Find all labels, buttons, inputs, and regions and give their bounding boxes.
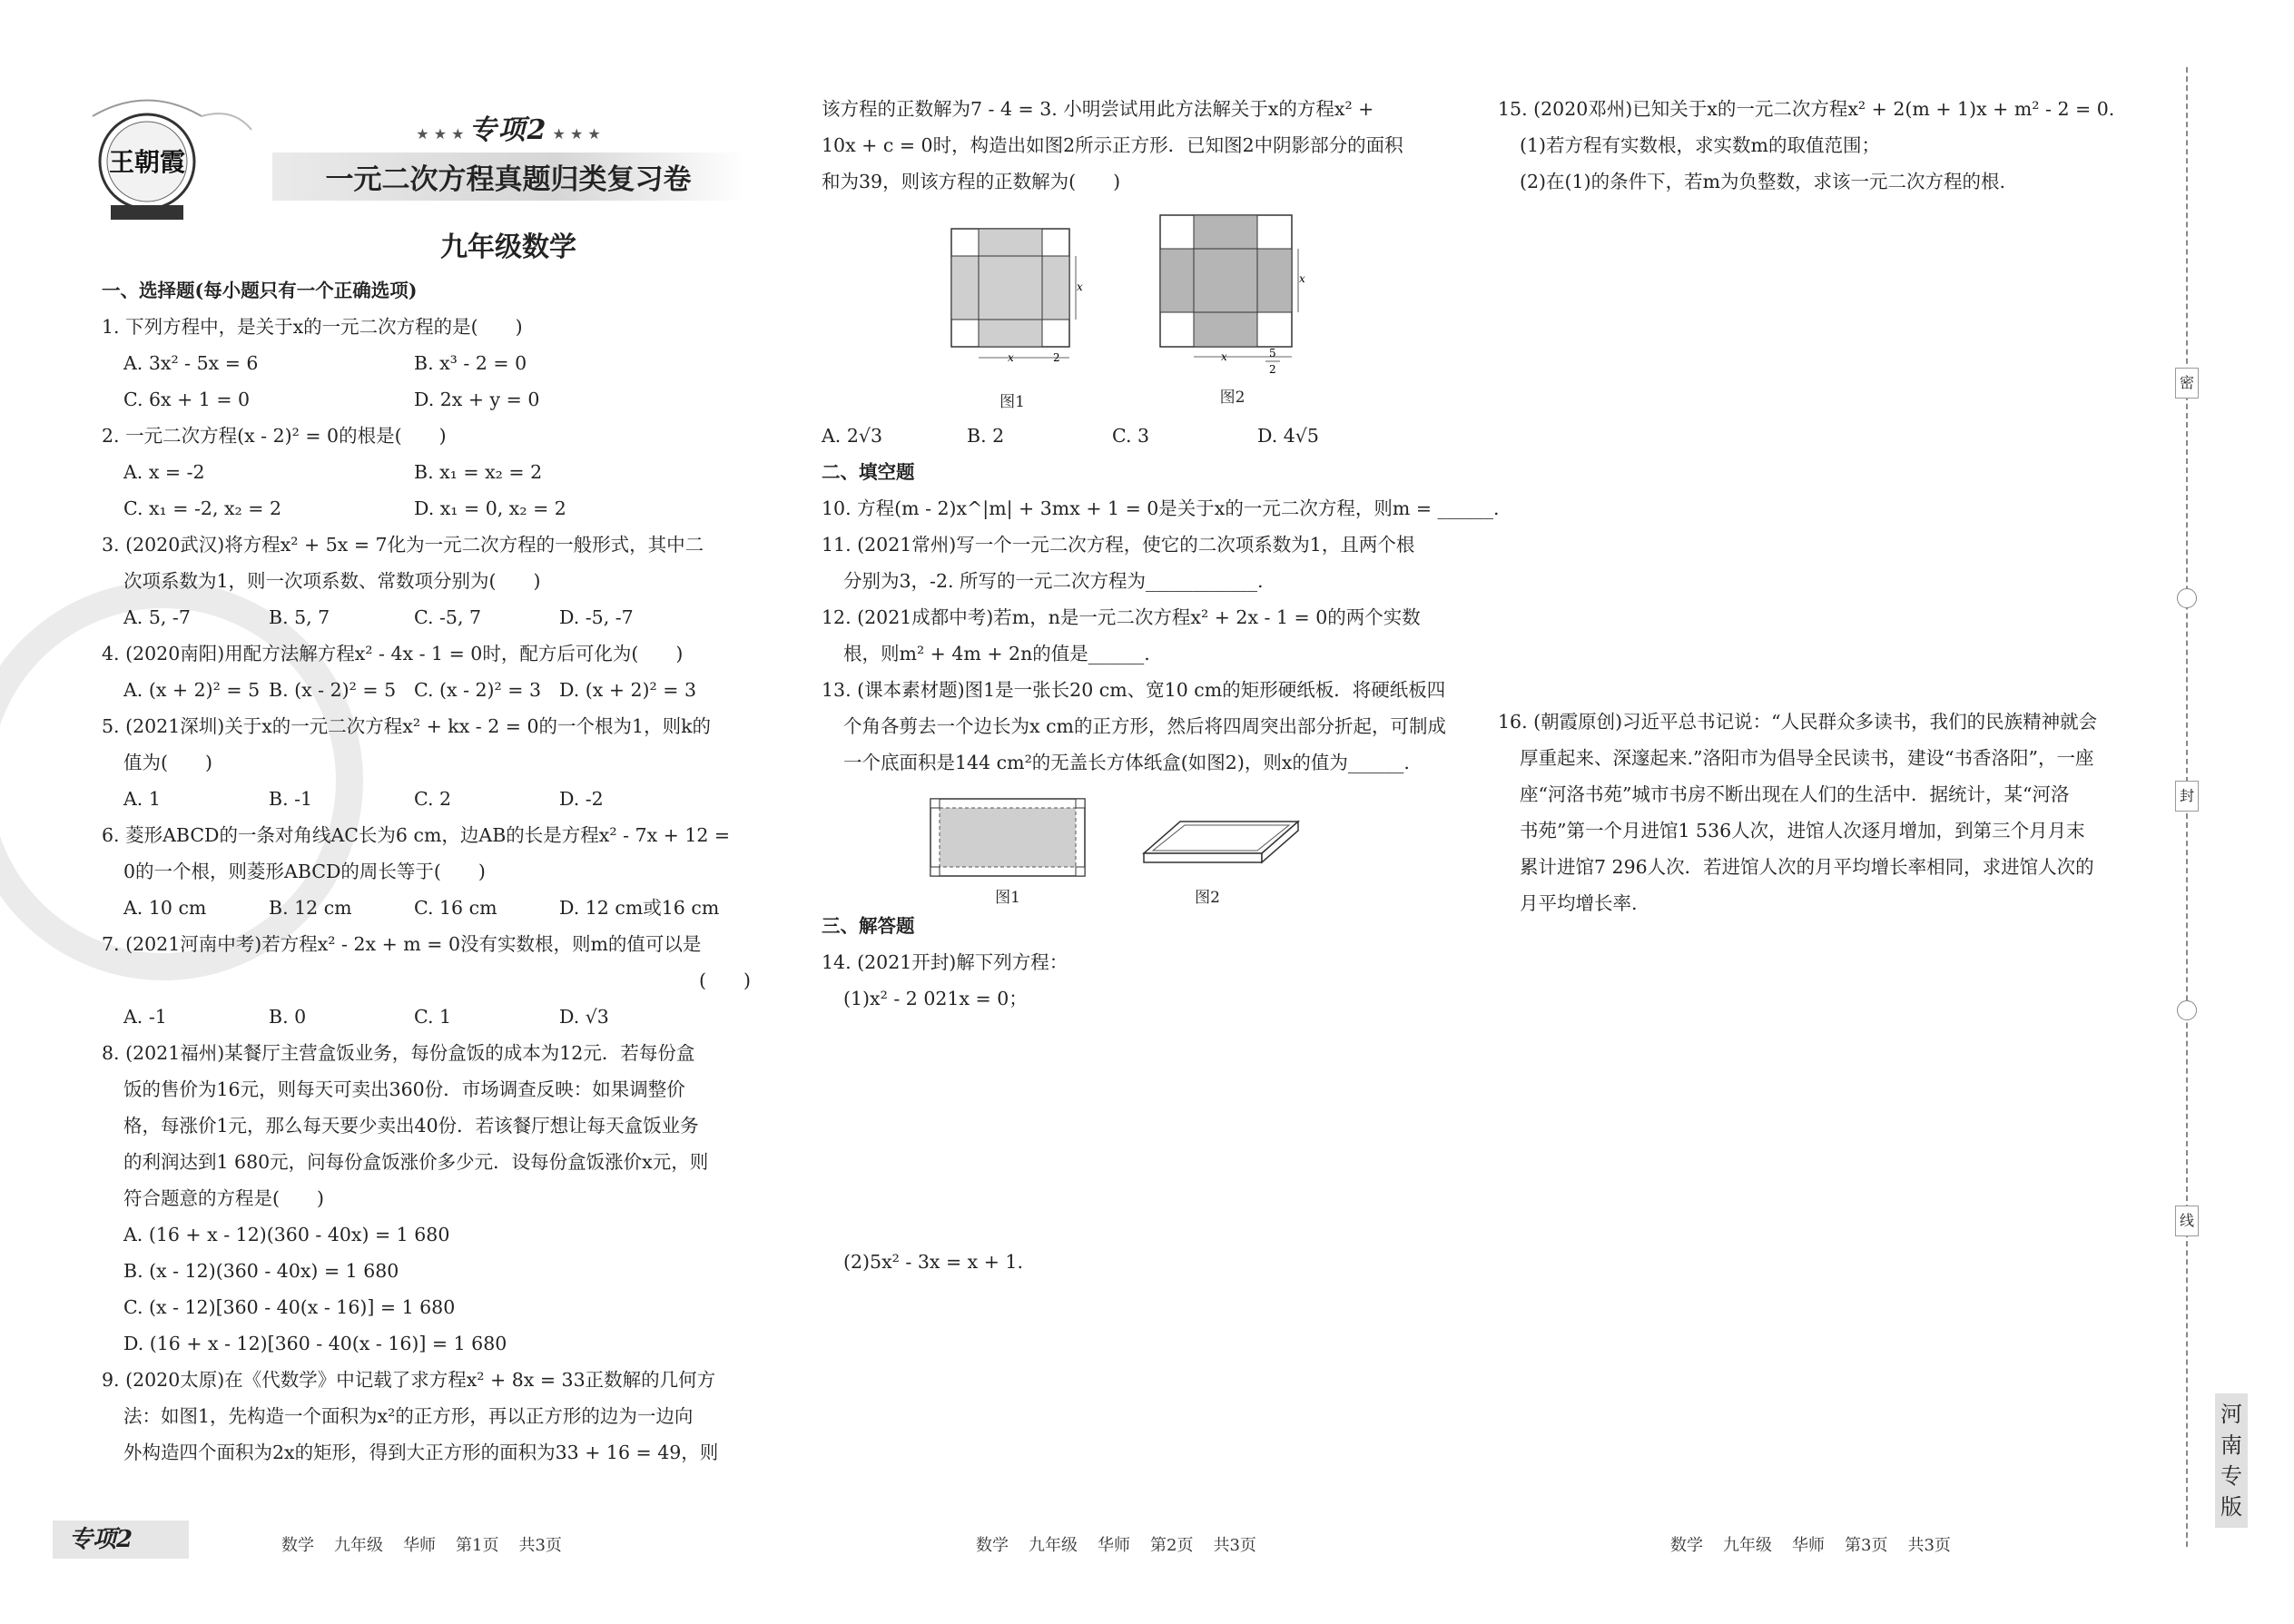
question-3: 3. (2020武汉)将方程x² + 5x = 7化为一元二次方程的一般形式，其中二 (102, 534, 704, 556)
options-row (102, 672, 760, 708)
seal-mark: 线 (2175, 1206, 2199, 1236)
brand-logo (74, 80, 256, 229)
fig2-caption: 图2 (1219, 389, 1245, 407)
option: A. 2√3 (822, 425, 882, 447)
question-10: 10. 方程(m - 2)x^|m| + 3mx + 1 = 0是关于x的一元二次方程，则m = ______. (822, 497, 1500, 519)
fig2-x-bottom: x (1221, 350, 1227, 363)
fig1-x-label: x (1077, 281, 1083, 293)
section-heading: 三、解答题 (822, 915, 915, 937)
question-11-cont: 分别为3，-2. 所写的一元二次方程为____________. (843, 570, 1264, 592)
footer-text: 第1页 (456, 1536, 499, 1555)
stars-icon: ★ ★ ★ (416, 125, 465, 143)
question-8: 8. (2021福州)某餐厅主营盒饭业务，每份盒饭的成本为12元．若每份盒 (102, 1042, 695, 1064)
option: D. -2 (559, 788, 604, 810)
options-row (102, 345, 760, 381)
question-15-part1: (1)若方程有实数根，求实数m的取值范围； (1520, 134, 1880, 156)
seal-circle-icon (2177, 588, 2197, 608)
option: D. x₁ = 0, x₂ = 2 (414, 497, 566, 519)
option: D. √3 (559, 1006, 609, 1028)
fig2-x-label: x (1299, 272, 1305, 285)
fig1-caption: 图1 (999, 393, 1025, 411)
option: D. 2x + y = 0 (414, 389, 540, 410)
option: C. 3 (1112, 425, 1150, 447)
question-16: 16. (朝霞原创)习近平总书记说：“人民群众多读书，我们的民族精神就会 (1498, 711, 2098, 733)
option: A. 3x² - 5x = 6 (123, 352, 259, 374)
column-3 (1498, 91, 2161, 200)
question-16-cont: 厚重起来、深邃起来.”洛阳市为倡导全民读书，建设“书香洛阳”，一座 (1520, 747, 2094, 769)
footer-text: 共3页 (518, 1536, 562, 1555)
seal-circle-icon (2177, 1000, 2197, 1020)
seal-mark: 封 (2175, 781, 2199, 812)
options-row (102, 999, 760, 1035)
option: D. -5, -7 (559, 606, 634, 628)
edition-badge: 河南专版 (2215, 1393, 2248, 1528)
footer-text: 共3页 (1213, 1536, 1256, 1555)
question-9-cont: 和为39，则该方程的正数解为( ) (822, 171, 1121, 192)
option: D. (x + 2)² = 3 (559, 679, 697, 701)
question-15: 15. (2020邓州)已知关于x的一元二次方程x² + 2(m + 1)x + m² - 2 = 0. (1498, 98, 2115, 120)
footer-text: 华师 (1792, 1536, 1825, 1555)
question-1: 1. 下列方程中，是关于x的一元二次方程的是( ) (102, 316, 523, 338)
topic-label: 专项2 (468, 114, 548, 146)
question-11: 11. (2021常州)写一个一元二次方程，使它的二次项系数为1，且两个根 (822, 534, 1415, 556)
seal-mark: 密 (2175, 368, 2199, 399)
option: A. x = -2 (123, 461, 205, 483)
question-12: 12. (2021成都中考)若m，n是一元二次方程x² + 2x - 1 = 0的两个实数 (822, 606, 1421, 628)
question-14: 14. (2021开封)解下列方程： (822, 951, 1068, 973)
option: D. 12 cm或16 cm (559, 897, 720, 919)
fig2-5-label: 5 (1269, 347, 1276, 359)
footer-text: 数学 (1670, 1536, 1703, 1555)
option: A. 10 cm (123, 897, 207, 919)
question-9-cont: 外构造四个面积为2x的矩形，得到大正方形的面积为33 + 16 = 49，则 (123, 1442, 719, 1463)
option: D. (16 + x - 12)[360 - 40(x - 16)] = 1 680 (123, 1333, 507, 1354)
question-8-cont: 饭的售价为16元，则每天可卖出360份．市场调查反映：如果调整价 (123, 1078, 685, 1100)
options-row (822, 418, 1466, 454)
column-1 (102, 272, 760, 1471)
question-6: 6. 菱形ABCD的一条对角线AC长为6 cm，边AB的长是方程x² - 7x + 12 = (102, 824, 731, 846)
box2-caption: 图2 (1195, 889, 1220, 907)
question-13-cont: 个角各剪去一个边长为x cm的正方形，然后将四周突出部分折起，可制成 (843, 715, 1446, 737)
option: B. 12 cm (269, 897, 352, 919)
option: A. 5, -7 (123, 606, 191, 628)
question-7-paren: ( ) (699, 969, 751, 991)
stars-icon: ★ ★ ★ (552, 125, 601, 143)
question-8-cont: 符合题意的方程是( ) (123, 1187, 324, 1209)
figure-1-square (944, 227, 1083, 411)
footer-text: 第3页 (1845, 1536, 1888, 1555)
footer-page-3 (1670, 1532, 1971, 1556)
footer-page-2 (976, 1532, 1276, 1556)
footer-text: 第2页 (1150, 1536, 1194, 1555)
options-row (102, 781, 760, 817)
question-14-part2: (2)5x² - 3x = x + 1. (843, 1251, 1023, 1273)
question-5-cont: 值为( ) (123, 752, 212, 773)
options-row (102, 599, 760, 635)
fig1-x-bottom: x (1008, 351, 1014, 364)
question-3-cont: 次项系数为1，则一次项系数、常数项分别为( ) (123, 570, 541, 592)
footer-page-1 (281, 1532, 582, 1556)
option: C. 6x + 1 = 0 (123, 389, 251, 410)
topic-tab: 专项2 (53, 1521, 189, 1559)
question-9-cont: 10x + c = 0时，构造出如图2所示正方形．已知图2中阴影部分的面积 (822, 134, 1403, 156)
question-13-cont: 一个底面积是144 cm²的无盖长方体纸盒(如图2)，则x的值为______. (843, 752, 1410, 773)
footer-text: 华师 (1098, 1536, 1130, 1555)
figure-2-square (1153, 213, 1312, 407)
question-9-cont: 法：如图1，先构造一个面积为x²的正方形，再以正方形的边为一边向 (123, 1405, 694, 1427)
column-2 (822, 91, 1466, 200)
option: B. 5, 7 (269, 606, 330, 628)
question-14-part1: (1)x² - 2 021x = 0； (843, 988, 1028, 1009)
option: C. x₁ = -2, x₂ = 2 (123, 497, 282, 519)
options-row (102, 381, 760, 418)
option: C. (x - 2)² = 3 (414, 679, 542, 701)
footer-text: 九年级 (1723, 1536, 1772, 1555)
question-9-cont: 该方程的正数解为7 - 4 = 3. 小明尝试用此方法解关于x的方程x² + (822, 98, 1374, 120)
question-8-cont: 格，每涨价1元，那么每天要少卖出40份．若该餐厅想让每天盒饭业务 (123, 1115, 699, 1137)
footer-text: 数学 (281, 1536, 314, 1555)
question-13: 13. (课本素材题)图1是一张长20 cm、宽10 cm的矩形硬纸板．将硬纸板四 (822, 679, 1446, 701)
option: C. (x - 12)[360 - 40(x - 16)] = 1 680 (123, 1296, 456, 1318)
option: B. 0 (269, 1006, 307, 1028)
section-heading: 一、选择题(每小题只有一个正确选项) (102, 280, 418, 301)
option: B. (x - 2)² = 5 (269, 679, 397, 701)
brand-text: 王朝霞 (108, 147, 186, 177)
question-4: 4. (2020南阳)用配方法解方程x² - 4x - 1 = 0时，配方后可化为( ) (102, 643, 684, 664)
question-12-cont: 根，则m² + 4m + 2n的值是______. (843, 643, 1150, 664)
footer-text: 共3页 (1907, 1536, 1951, 1555)
footer-text: 九年级 (334, 1536, 383, 1555)
option: C. 1 (414, 1006, 452, 1028)
question-16-cont: 月平均增长率. (1520, 892, 1638, 914)
option: A. (16 + x - 12)(360 - 40x) = 1 680 (123, 1224, 450, 1245)
footer-text: 九年级 (1029, 1536, 1078, 1555)
option: C. 2 (414, 788, 452, 810)
option: B. -1 (269, 788, 313, 810)
question-16-cont: 累计进馆7 296人次．若进馆人次的月平均增长率相同，求进馆人次的 (1520, 856, 2094, 878)
fig2-frac-denominator: 2 (1269, 363, 1276, 376)
column-2-part2 (822, 1244, 1466, 1280)
option: B. 2 (967, 425, 1005, 447)
option: D. 4√5 (1257, 425, 1319, 447)
header-title-block (272, 107, 744, 264)
question-5: 5. (2021深圳)关于x的一元二次方程x² + kx - 2 = 0的一个根为1，则k的 (102, 715, 711, 737)
figure-open-box (1139, 812, 1303, 907)
question-9: 9. (2020太原)在《代数学》中记载了求方程x² + 8x = 33正数解的几何方 (102, 1369, 716, 1391)
option: B. x³ - 2 = 0 (414, 352, 527, 374)
option: C. 16 cm (414, 897, 497, 919)
option: A. (x + 2)² = 5 (123, 679, 261, 701)
options-row (102, 490, 760, 527)
paper-title: 一元二次方程真题归类复习卷 (272, 153, 744, 201)
question-15-part2: (2)在(1)的条件下，若m为负整数，求该一元二次方程的根. (1520, 171, 2006, 192)
paper-subject: 九年级数学 (440, 231, 576, 263)
section-heading: 二、填空题 (822, 461, 915, 483)
option: A. 1 (123, 788, 161, 810)
column-3-q16 (1498, 704, 2161, 921)
question-7: 7. (2021河南中考)若方程x² - 2x + m = 0没有实数根，则m的值可以是 (102, 933, 702, 955)
question-16-cont: 书苑”第一个月进馆1 536人次，进馆人次逐月增加，到第三个月月末 (1520, 820, 2085, 842)
option: A. -1 (123, 1006, 167, 1028)
box1-caption: 图1 (995, 889, 1020, 907)
footer-text: 华师 (403, 1536, 436, 1555)
question-8-cont: 的利润达到1 680元，问每份盒饭涨价多少元．设每份盒饭涨价x元，则 (123, 1151, 709, 1173)
option: B. (x - 12)(360 - 40x) = 1 680 (123, 1260, 399, 1282)
option: B. x₁ = x₂ = 2 (414, 461, 543, 483)
fig1-2-label: 2 (1053, 351, 1060, 364)
options-row (102, 890, 760, 926)
question-6-cont: 0的一个根，则菱形ABCD的周长等于( ) (123, 861, 486, 882)
options-row (102, 454, 760, 490)
column-2-answers (822, 908, 1466, 1017)
question-2: 2. 一元二次方程(x - 2)² = 0的根是( ) (102, 425, 447, 447)
footer-text: 数学 (976, 1536, 1009, 1555)
column-2-lower (822, 418, 1500, 781)
option: C. -5, 7 (414, 606, 482, 628)
question-16-cont: 座“河洛书苑”城市书房不断出现在人们的生活中．据统计，某“河洛 (1520, 783, 2070, 805)
figure-cardboard (926, 794, 1089, 907)
